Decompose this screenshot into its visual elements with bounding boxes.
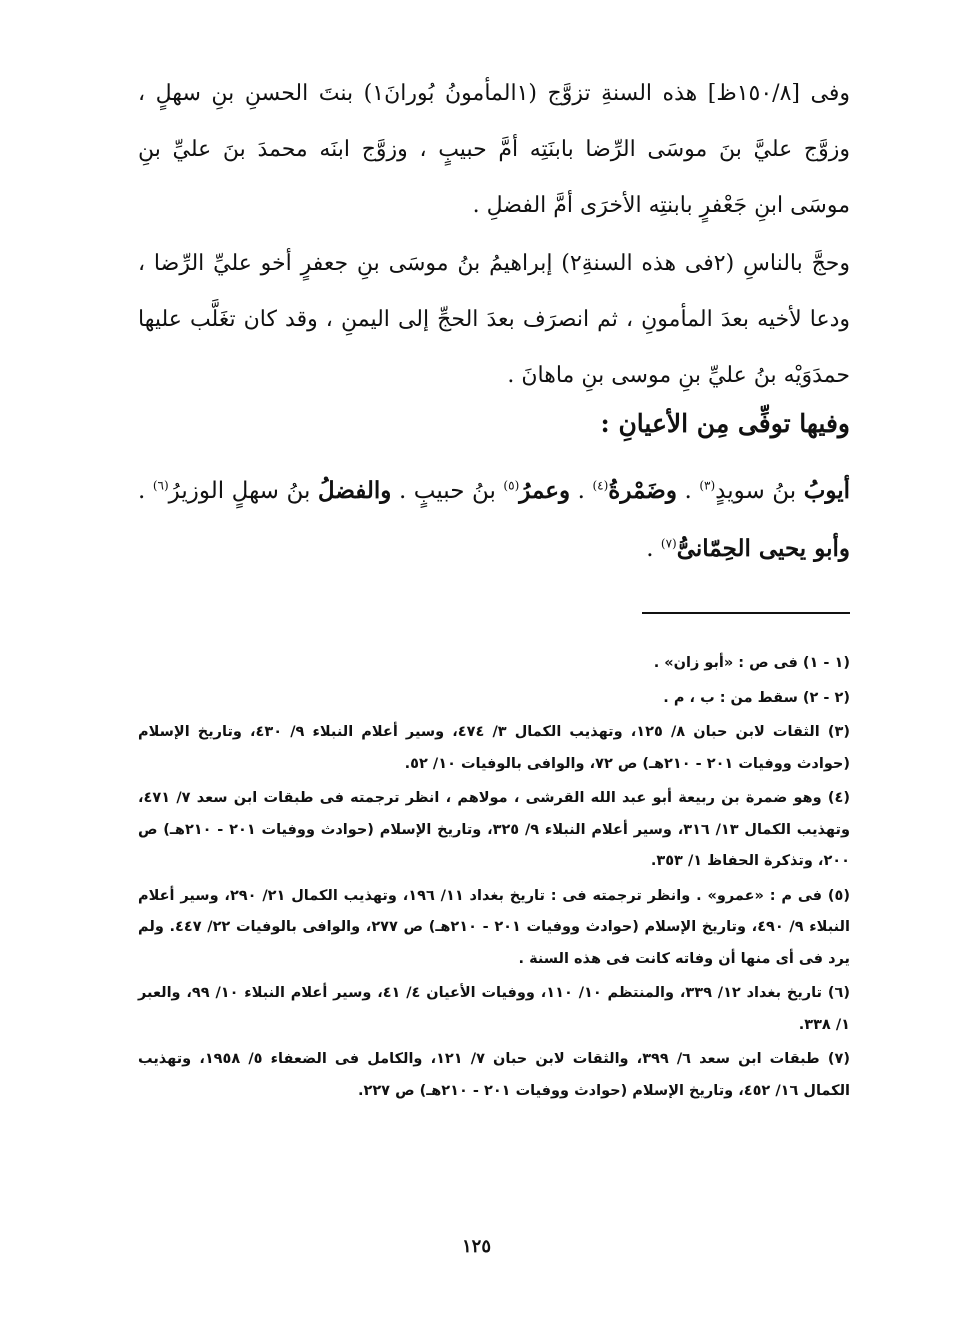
paragraph-text: وحجَّ بالناسِ (٢فى هذه السنةِ٢) إبراهيمُ بنُ موسَى بنِ جعفرٍ أخو عليِّ الرِّضا ، ودعا لأخيه بعدَ المأمونِ ، ثم انصرَف بعدَ الحجِّ إلى اليمنِ ، وقد كان تغَلَّب عليها حمدَوَيْه بنُ عليِّ بنِ موسى بنِ ماهانَ .	[138, 251, 850, 388]
name-abu-yahya: وأبو يحيى الحِمّانىُّ	[676, 535, 850, 562]
footnotes	[138, 648, 850, 1110]
name-fadl-rest: بنُ سهلٍ الوزيرُ	[168, 478, 311, 504]
paragraph-marriages	[138, 66, 850, 234]
separator: .	[138, 478, 153, 504]
footnote-ref-6: (٦)	[152, 478, 169, 493]
name-fadl: والفضلُ	[317, 477, 392, 504]
name-ayyub: أيوبُ	[803, 477, 851, 504]
footnote-2: (٢ - ٢) سقط من : ب ، م .	[663, 689, 850, 706]
footnote-ref-4: (٤)	[592, 478, 609, 493]
page-number: ١٢٥	[461, 1236, 491, 1257]
footnote-1: (١ - ١) فى ص : «أبو زان» .	[653, 655, 850, 671]
name-damra: وضَمْرةُ	[608, 477, 677, 504]
paragraph-text: وفى [١٥٠/٨ظ] هذه السنةِ تزوَّج (١المأمونُ بُورانَ١) بنتَ الحسنِ بنِ سهلٍ ، وزوَّج عليَّ بنَ موسَى الرِّضا بابنَتِه أمَّ حبيبٍ ، وزوَّج ابنَه محمدَ بنَ عليِّ بنِ موسَى ابنِ جَعْفرٍ بابنتِه الأخرَى أمَّ الفضلِ .	[138, 81, 851, 218]
footnote-3: (٣) الثقات لابن حبان ٨/ ١٢٥، وتهذيب الكمال ٣/ ٤٧٤، وسير أعلام النبلاء ٩/ ٤٣٠، وتاريخ الإسلام (حوادث ووفيات ٢٠١ - ٢١٠هـ) ص ٧٢، والوافى بالوفيات ١٠/ ٥٢.	[138, 724, 850, 772]
notables-text	[138, 462, 850, 578]
footnote-4: (٤) وهو ضمرة بن ربيعة أبو عبد الله القرشى ، مولاهم ، انظر ترجمته فى طبقات ابن سعد ٧/ ٤٧١، وتهذيب الكمال ١٣/ ٣١٦، وسير أعلام النبلاء ٩/ ٣٢٥، وتاريخ الإسلام (حوادث ووفيات ٢٠١ - ٢١٠هـ) ص ٢٠٠، وتذكرة الحفاظ ١/ ٣٥٣.	[138, 790, 850, 869]
footnote-7: (٧) طبقات ابن سعد ٦/ ٣٩٩، والثقات لابن حبان ٧/ ١٢١، والكامل فى الضعفاء ٥/ ١٩٥٨، وتهذيب الكمال ١٦/ ٤٥٢، وتاريخ الإسلام (حوادث ووفيات ٢٠١ - ٢١٠هـ) ص ٢٢٧.	[138, 1051, 850, 1099]
section-heading: وفيها توفِّى مِن الأعيانِ :	[600, 409, 850, 438]
footnote-divider	[642, 612, 850, 614]
paragraph-pilgrimage	[138, 236, 850, 404]
notables-list	[138, 462, 850, 578]
footnote-ref-3: (٣)	[699, 478, 716, 493]
name-ayyub-rest: بنُ سويدٍ	[715, 478, 797, 504]
footnote-5: (٥) فى م : «عمرو» . وانظر ترجمته فى : تاريخ بغداد ١١/ ١٩٦، وتهذيب الكمال ٢١/ ٢٩٠، وسير أعلام النبلاء ٩/ ٤٩٠، وتاريخ الإسلام (حوادث ووفيات ٢٠١ - ٢١٠هـ) ص ٢٧٧، والوافى بالوفيات ٢٢/ ٤٤٧. ولم يرد فى أى منها أن وفاته كانت فى هذه السنة .	[138, 887, 850, 967]
separator: .	[676, 478, 700, 504]
name-umar-rest: بنُ حبيبٍ .	[398, 478, 496, 504]
footnote-6: (٦) تاريخ بغداد ١٢/ ٣٣٩، والمنتظم ١٠/ ١١٠، ووفيات الأعيان ٤/ ٤١، وسير أعلام النبلاء ١٠/ ٩٩، والعبر ١/ ٣٣٨.	[138, 985, 850, 1033]
footnote-ref-7: (٧)	[660, 536, 677, 551]
name-umar: وعمرُ	[519, 477, 571, 504]
footnote-ref-5: (٥)	[503, 478, 520, 493]
separator: .	[570, 478, 593, 504]
separator: .	[646, 536, 661, 562]
